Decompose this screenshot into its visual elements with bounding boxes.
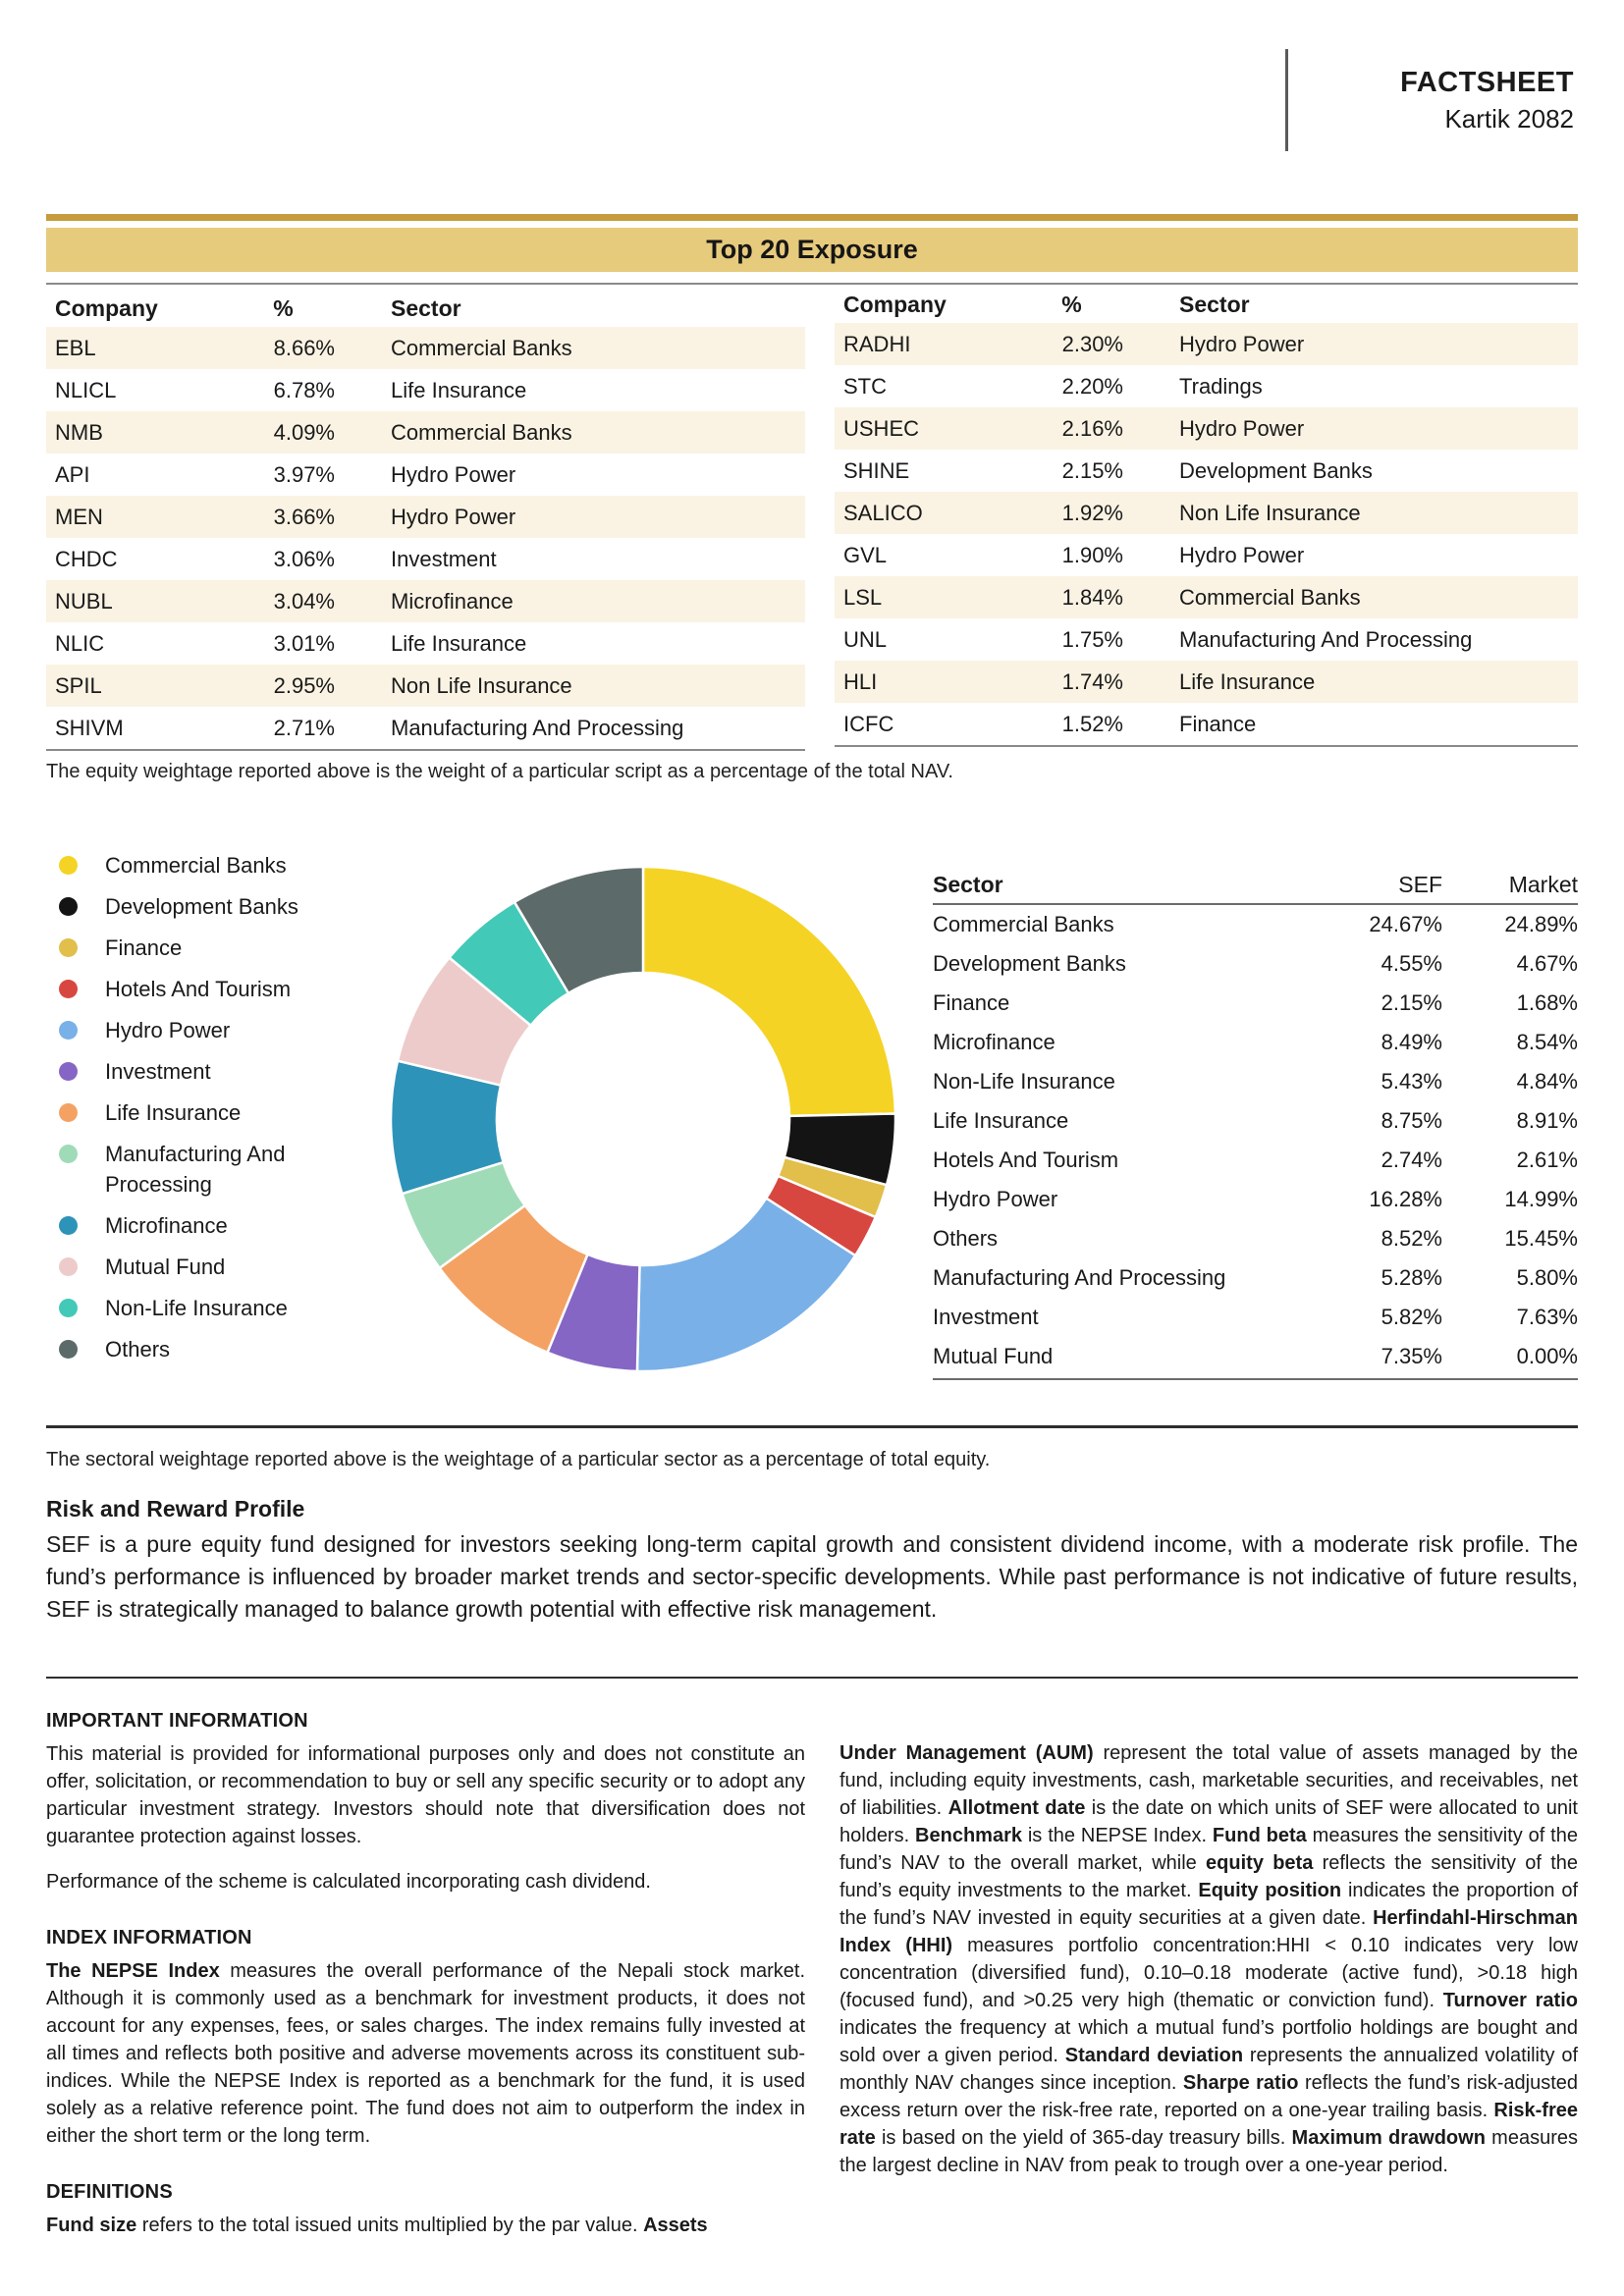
risk-profile-body: SEF is a pure equity fund designed for investors seeking long-term capital growth and consistent dividend income, with a moderate risk profile. The fund’s performance is influenced by broader market trends and sector-specific developments. While past performance is not indicative of future results, SEF is strategically managed to balance growth potential with effective risk management. [46, 1531, 1578, 1622]
sector-table-row [933, 1101, 1578, 1141]
weight-cell: 2.16% [1061, 415, 1123, 441]
legend-color-dot-icon [59, 856, 78, 875]
table-bottom-rule [46, 749, 805, 751]
sector-table-row [933, 1180, 1578, 1219]
sector-cell: Hydro Power [1179, 331, 1305, 356]
exposure-row [46, 707, 805, 749]
legend-label: Finance [105, 935, 183, 960]
legend-label: Life Insurance [105, 1100, 242, 1125]
exposure-row [835, 323, 1578, 365]
weight-cell: 3.97% [273, 461, 335, 487]
legend-item [59, 974, 393, 1004]
company-cell: GVL [843, 542, 888, 567]
company-cell: NLICL [55, 377, 117, 402]
market-weight-cell: 15.45% [1504, 1226, 1578, 1251]
sector-cell: Manufacturing And Processing [391, 715, 684, 740]
sectoral-weightage-footnote: The sectoral weightage reported above is the weightage of a particular sector as a percentage of total equity. [46, 1449, 991, 1470]
info-column-left [46, 1710, 805, 2257]
company-cell: LSL [843, 584, 883, 610]
company-cell: HLI [843, 668, 878, 694]
exposure-row [835, 576, 1578, 618]
legend-item [59, 1252, 393, 1282]
risk-profile-heading: Risk and Reward Profile [46, 1496, 305, 1522]
legend-item [59, 1056, 393, 1087]
equity-weightage-footnote: The equity weightage reported above is the weight of a particular script as a percentage of the total NAV. [46, 761, 953, 782]
sector-table-header-row [933, 866, 1578, 905]
sector-cell: Hydro Power [1179, 415, 1305, 441]
info-column-right [839, 1710, 1578, 2197]
weight-cell: 1.84% [1061, 584, 1123, 610]
market-weight-cell: 14.99% [1504, 1187, 1578, 1211]
company-cell: USHEC [843, 415, 920, 441]
sector-legend [59, 850, 393, 1375]
performance-note-paragraph: Performance of the scheme is calculated incorporating cash dividend. [46, 1871, 651, 1893]
exposure-row [46, 411, 805, 454]
sector-cell: Finance [1179, 711, 1257, 736]
sector-donut-chart [388, 864, 898, 1374]
sef-weight-cell: 2.15% [1380, 990, 1442, 1015]
column-header-sector: Sector [1179, 292, 1250, 317]
sector-cell: Hydro Power [391, 504, 516, 529]
sector-cell: Commercial Banks [391, 335, 572, 360]
sector-name-cell: Hotels And Tourism [933, 1148, 1119, 1172]
document-header [1285, 49, 1574, 151]
column-header-sector: Sector [391, 295, 461, 321]
weight-cell: 1.92% [1061, 500, 1123, 525]
sef-weight-cell: 8.49% [1380, 1030, 1442, 1054]
market-weight-cell: 5.80% [1516, 1265, 1578, 1290]
sef-weight-cell: 2.74% [1380, 1148, 1442, 1172]
legend-color-dot-icon [59, 1021, 78, 1040]
sector-cell: Hydro Power [391, 461, 516, 487]
exposure-row [46, 327, 805, 369]
legend-item [59, 1015, 393, 1045]
legend-color-dot-icon [59, 1299, 78, 1317]
company-cell: API [55, 461, 90, 487]
section-title-top20-exposure: Top 20 Exposure [46, 228, 1578, 272]
sector-cell: Life Insurance [391, 377, 527, 402]
sector-cell: Hydro Power [1179, 542, 1305, 567]
market-weight-cell: 1.68% [1516, 990, 1578, 1015]
company-cell: SHIVM [55, 715, 124, 740]
important-information-heading: IMPORTANT INFORMATION [46, 1710, 308, 1732]
exposure-row [46, 454, 805, 496]
sef-weight-cell: 16.28% [1369, 1187, 1442, 1211]
market-weight-cell: 24.89% [1504, 912, 1578, 936]
definitions-paragraph-continued: Under Management (AUM) represent the total value of assets managed by the fund, including equity investments, cash, marketable securities, and receivables, net of liabilities. Allotment date is the date on which units of SEF were allocated to unit holders. Benchmark is the NEPSE Index. Fund beta measures the sensitivity of the fund’s NAV to the overall market, while equity beta reflects the sensitivity of the fund’s equity investments to the market. Equity position indicates the proportion of the fund’s NAV invested in equity securities at a given date. Herfindahl-Hirschman Index (HHI) measures portfolio concentration:HHI < 0.10 indicates very low concentration (diversified fund), 0.10–0.18 moderate (active fund), >0.18 high (focused fund), and >0.25 very high (thematic or conviction fund). Turnover ratio indicates the frequency at which a mutual fund’s portfolio holdings are bought and sold over a given period. Standard deviation represents the annualized volatility of monthly NAV changes since inception. Sharpe ratio reflects the fund’s risk-adjusted excess return over the risk-free rate, reported on a one-year trailing basis. Risk-free rate is based on the yield of 365-day treasury bills. Maximum drawdown measures the largest decline in NAV from peak to trough over a one-year period. [839, 1742, 1579, 2176]
company-cell: ICFC [843, 711, 894, 736]
legend-item [59, 850, 393, 881]
legend-label: Hotels And Tourism [105, 977, 292, 1001]
sector-cell: Tradings [1179, 373, 1263, 399]
weight-cell: 2.30% [1061, 331, 1123, 356]
legend-item [59, 891, 393, 922]
market-weight-cell: 8.91% [1516, 1108, 1578, 1133]
weight-cell: 2.95% [273, 672, 335, 698]
exposure-row [835, 492, 1578, 534]
legend-item [59, 1293, 393, 1323]
sector-table-row [933, 1258, 1578, 1298]
exposure-table-right [835, 287, 1578, 747]
sector-table-row [933, 1219, 1578, 1258]
column-header-percent: % [273, 295, 294, 321]
legend-label: Commercial Banks [105, 853, 287, 878]
sector-name-cell: Mutual Fund [933, 1344, 1054, 1368]
sef-weight-cell: 5.43% [1380, 1069, 1442, 1094]
exposure-row [835, 618, 1578, 661]
company-cell: SALICO [843, 500, 923, 525]
weight-cell: 1.75% [1061, 626, 1123, 652]
legend-color-dot-icon [59, 1216, 78, 1235]
weight-cell: 1.90% [1061, 542, 1123, 567]
column-header-percent: % [1061, 292, 1082, 317]
sector-name-cell: Microfinance [933, 1030, 1056, 1054]
weight-cell: 4.09% [273, 419, 335, 445]
legend-item [59, 1139, 393, 1200]
document-title: FACTSHEET [1400, 66, 1574, 98]
weight-cell: 6.78% [273, 377, 335, 402]
index-information-paragraph: The NEPSE Index measures the overall performance of the Nepali stock market. Although it is commonly used as a benchmark for investment products, it does not account for any expenses, fees, or sales charges. The index remains fully invested at all times and reflects both positive and adverse movements across its constituent sub-indices. While the NEPSE Index is reported as a benchmark for the fund, it is used solely as a relative reference point. The fund does not aim to outperform the index in either the short term or the long term. [46, 1960, 805, 2147]
sector-cell: Life Insurance [391, 630, 527, 656]
definitions-paragraph-start: Fund size refers to the total issued units multiplied by the par value. Assets [46, 2215, 708, 2236]
legend-label: Mutual Fund [105, 1255, 226, 1279]
company-cell: STC [843, 373, 887, 399]
weight-cell: 2.71% [273, 715, 335, 740]
document-period: Kartik 2082 [1444, 103, 1574, 133]
legend-label: Investment [105, 1059, 211, 1084]
sector-name-cell: Finance [933, 990, 1010, 1015]
exposure-row [46, 538, 805, 580]
sector-cell: Non Life Insurance [391, 672, 572, 698]
sector-table-row [933, 1298, 1578, 1337]
sef-weight-cell: 24.67% [1369, 912, 1442, 936]
legend-label: Hydro Power [105, 1018, 231, 1042]
donut-segment [643, 867, 895, 1116]
weight-cell: 3.66% [273, 504, 335, 529]
weight-cell: 8.66% [273, 335, 335, 360]
exposure-row [46, 496, 805, 538]
sector-cell: Investment [391, 546, 497, 571]
legend-color-dot-icon [59, 1103, 78, 1122]
sector-cell: Commercial Banks [391, 419, 572, 445]
gold-top-rule [46, 214, 1578, 221]
exposure-table-left [46, 291, 805, 751]
exposure-header-row [835, 287, 1578, 323]
company-cell: NMB [55, 419, 103, 445]
company-cell: SPIL [55, 672, 102, 698]
weight-cell: 3.06% [273, 546, 335, 571]
market-weight-cell: 7.63% [1516, 1305, 1578, 1329]
market-weight-cell: 4.84% [1516, 1069, 1578, 1094]
table-bottom-rule [933, 1378, 1578, 1380]
sector-table-row [933, 1337, 1578, 1376]
legend-color-dot-icon [59, 1062, 78, 1081]
legend-label: Microfinance [105, 1213, 228, 1238]
weight-cell: 3.01% [273, 630, 335, 656]
sector-cell: Non Life Insurance [1179, 500, 1361, 525]
index-information-heading: INDEX INFORMATION [46, 1927, 252, 1949]
column-header-market: Market [1508, 871, 1578, 897]
important-information-paragraph: This material is provided for informational purposes only and does not constitute an offer, solicitation, or recommendation to buy or sell any specific security or to adopt any particular investment strategy. Investors should note that diversification does not guarantee protection against losses. [46, 1743, 805, 1847]
sector-table-row [933, 944, 1578, 984]
exposure-row [46, 622, 805, 665]
exposure-row [835, 703, 1578, 745]
sector-cell: Commercial Banks [1179, 584, 1361, 610]
sef-weight-cell: 8.52% [1380, 1226, 1442, 1251]
column-header-sector: Sector [933, 871, 1003, 897]
sector-table-row [933, 905, 1578, 944]
sector-name-cell: Development Banks [933, 951, 1126, 976]
sef-weight-cell: 5.28% [1380, 1265, 1442, 1290]
company-cell: NLIC [55, 630, 105, 656]
exposure-row [46, 369, 805, 411]
sector-name-cell: Non-Life Insurance [933, 1069, 1115, 1094]
exposure-row [835, 365, 1578, 407]
sector-table-row [933, 1062, 1578, 1101]
exposure-row [835, 661, 1578, 703]
sector-name-cell: Investment [933, 1305, 1039, 1329]
exposure-row [835, 407, 1578, 450]
exposure-row [835, 450, 1578, 492]
legend-color-dot-icon [59, 897, 78, 916]
sector-name-cell: Life Insurance [933, 1108, 1069, 1133]
company-cell: SHINE [843, 457, 910, 483]
company-cell: UNL [843, 626, 888, 652]
sector-cell: Microfinance [391, 588, 514, 614]
sef-weight-cell: 7.35% [1380, 1344, 1442, 1368]
sector-name-cell: Hydro Power [933, 1187, 1058, 1211]
company-cell: CHDC [55, 546, 118, 571]
legend-item [59, 1334, 393, 1364]
definitions-heading: DEFINITIONS [46, 2181, 173, 2203]
market-weight-cell: 4.67% [1516, 951, 1578, 976]
legend-item [59, 1210, 393, 1241]
exposure-header-row [46, 291, 805, 327]
table-bottom-rule [835, 745, 1578, 747]
section-divider [46, 1677, 1578, 1679]
sef-weight-cell: 8.75% [1380, 1108, 1442, 1133]
weight-cell: 3.04% [273, 588, 335, 614]
section-divider [46, 1425, 1578, 1428]
sector-table-row [933, 1141, 1578, 1180]
exposure-row [46, 580, 805, 622]
legend-item [59, 933, 393, 963]
legend-color-dot-icon [59, 1340, 78, 1359]
market-weight-cell: 8.54% [1516, 1030, 1578, 1054]
market-weight-cell: 2.61% [1516, 1148, 1578, 1172]
exposure-row [46, 665, 805, 707]
column-header-sef: SEF [1398, 871, 1442, 897]
weight-cell: 2.20% [1061, 373, 1123, 399]
legend-label: Development Banks [105, 894, 298, 919]
weight-cell: 2.15% [1061, 457, 1123, 483]
sector-name-cell: Commercial Banks [933, 912, 1114, 936]
sector-cell: Development Banks [1179, 457, 1373, 483]
legend-item [59, 1097, 393, 1128]
sef-weight-cell: 4.55% [1380, 951, 1442, 976]
sef-weight-cell: 5.82% [1380, 1305, 1442, 1329]
company-cell: RADHI [843, 331, 911, 356]
sector-name-cell: Manufacturing And Processing [933, 1265, 1226, 1290]
company-cell: NUBL [55, 588, 113, 614]
title-underline [46, 283, 1578, 285]
legend-label: Non-Life Insurance [105, 1296, 288, 1320]
exposure-row [835, 534, 1578, 576]
weight-cell: 1.74% [1061, 668, 1123, 694]
weight-cell: 1.52% [1061, 711, 1123, 736]
sector-cell: Manufacturing And Processing [1179, 626, 1473, 652]
sector-table-row [933, 984, 1578, 1023]
sector-cell: Life Insurance [1179, 668, 1316, 694]
legend-color-dot-icon [59, 1257, 78, 1276]
company-cell: EBL [55, 335, 96, 360]
company-cell: MEN [55, 504, 103, 529]
legend-color-dot-icon [59, 1145, 78, 1163]
legend-label: Manufacturing And Processing [105, 1142, 286, 1197]
legend-color-dot-icon [59, 938, 78, 957]
sector-table-row [933, 1023, 1578, 1062]
sector-weightage-table [933, 866, 1578, 1380]
legend-label: Others [105, 1337, 171, 1362]
column-header-company: Company [843, 292, 947, 317]
legend-color-dot-icon [59, 980, 78, 998]
market-weight-cell: 0.00% [1516, 1344, 1578, 1368]
column-header-company: Company [55, 295, 158, 321]
sector-name-cell: Others [933, 1226, 999, 1251]
